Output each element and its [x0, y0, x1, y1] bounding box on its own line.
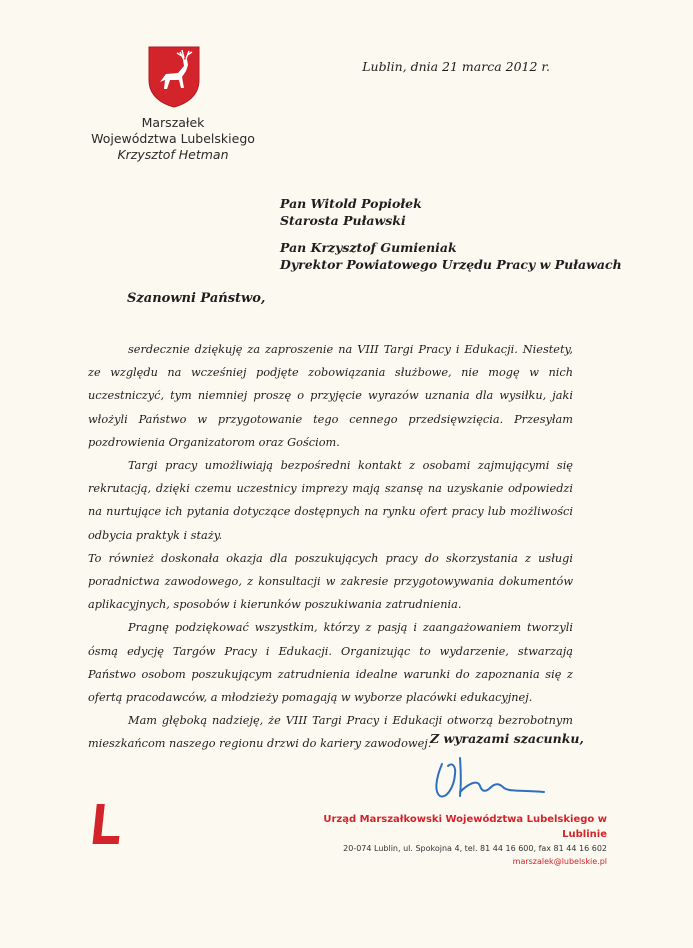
lubelskie-l-logo [91, 802, 125, 848]
sender-title-line1: Marszałek [141, 115, 205, 130]
office-address: 20-074 Lublin, ul. Spokojna 4, tel. 81 44 16 600, fax 81 44 16 602 [343, 844, 607, 853]
body-paragraph: To również doskonała okazja dla poszukujących pracy do skorzystania z usługi poradnictwa zawodowego, z konsultacji w zakresie przygotowywania dokumentów aplikacyjnych, sposobów i kierunków poszukiwania zatrudnienia. [88, 551, 573, 612]
letter-body [88, 338, 573, 756]
body-paragraph: Pragnę podziękować wszystkim, którzy z pasją i zaangażowaniem tworzyli ósmą edycję Targów Pracy i Edukacji. Organizując to wydarzenie, stwarzają Państwo osobom poszukującym zatrudnienia idealne warunki do zapoznania się z ofertą pracodawców, a młodzieży pomagają w wyborze placówki edukacyjnej. [88, 621, 573, 705]
recipient-role: Dyrektor Powiatowego Urzędu Pracy w Puławach [280, 257, 622, 272]
sender-block [88, 115, 258, 163]
sender-name: Krzysztof Hetman [117, 147, 229, 162]
closing-phrase: Z wyrazami szacunku, [430, 731, 584, 746]
handwritten-signature [430, 752, 550, 804]
sender-title-line2: Województwa Lubelskiego [91, 131, 255, 146]
coat-of-arms-deer-icon [146, 44, 202, 108]
letter-date: Lublin, dnia 21 marca 2012 r. [362, 59, 550, 74]
recipient-name: Pan Witold Popiołek [280, 196, 422, 211]
body-paragraph: serdecznie dziękuję za zaproszenie na VIII Targi Pracy i Edukacji. Niestety, ze względu na wcześniej podjęte zobowiązania służbowe, nie mogę w nich uczestniczyć, tym niemniej proszę o przyjęcie wyrazów uznania dla wysiłku, jaki włożyli Państwo w przygotowanie tego cennego przedsięwzięcia. Przesyłam pozdrowienia Organizatorom oraz Gościom. [88, 343, 573, 449]
letterhead-footer [300, 812, 607, 868]
recipient-role: Starosta Puławski [280, 213, 406, 228]
body-paragraph: Targi pracy umożliwiają bezpośredni kontakt z osobami zajmującymi się rekrutacją, dzięki czemu uczestnicy imprezy mają szansę na uzyskanie odpowiedzi na nurtujące ich pytania dotyczące dostępnych na rynku ofert pracy lub możliwości odbycia praktyk i staży. [88, 459, 573, 542]
salutation: Szanowni Państwo, [127, 291, 266, 306]
body-paragraph: Mam głęboką nadzieję, że VIII Targi Pracy i Edukacji otworzą bezrobotnym mieszkańcom naszego regionu drzwi do kariery zawodowej. [88, 714, 573, 751]
office-name: Urząd Marszałkowski Województwa Lubelskiego w Lublinie [323, 814, 607, 840]
recipient-name: Pan Krzysztof Gumieniak [280, 240, 457, 255]
recipient-1 [280, 195, 422, 229]
recipient-2 [280, 239, 622, 273]
office-email: marszalek@lubelskie.pl [512, 857, 607, 866]
